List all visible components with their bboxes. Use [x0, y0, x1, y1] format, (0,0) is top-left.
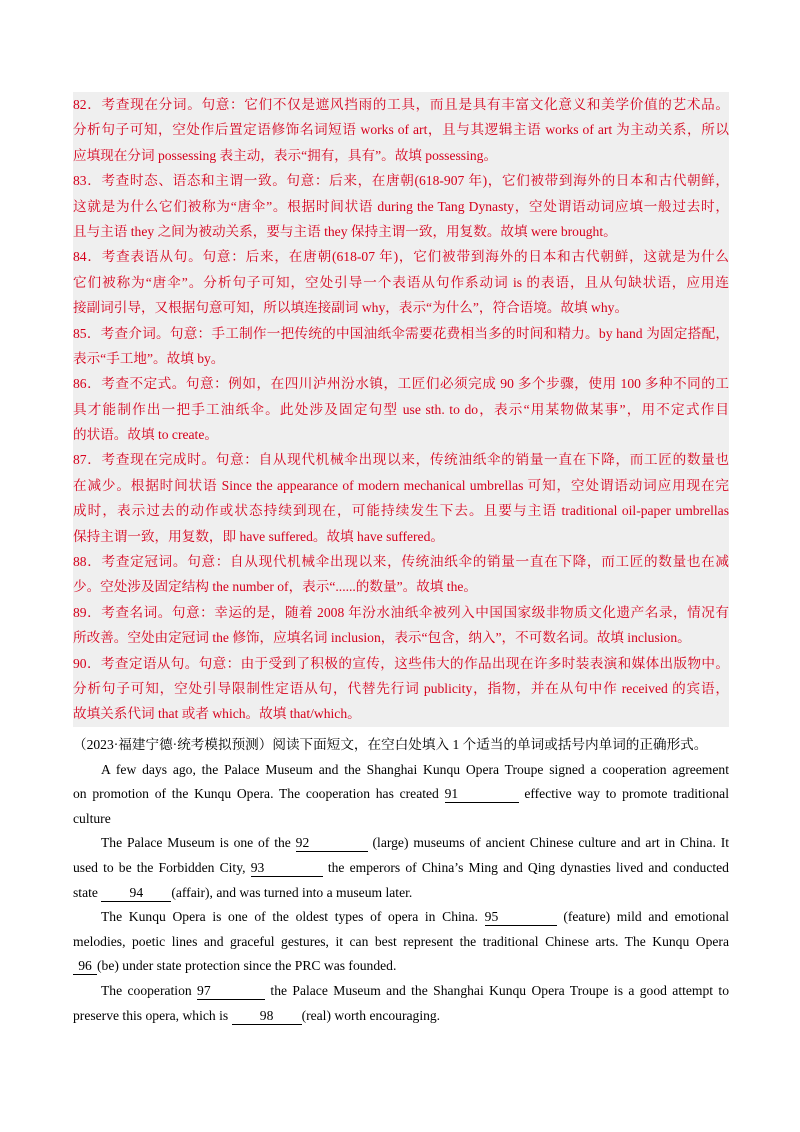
cloze-exercise — [73, 733, 729, 1028]
answer-line: 84．考查表语从句。句意：后来，在唐朝(618-07 年)，它们被带到海外的日本和古代朝鲜，这就是为什么 — [73, 249, 729, 265]
answer-87 — [73, 447, 729, 549]
answer-line: 且与主语 they 之间为被动关系，要与主语 they 保持主谓一致，用复数。故填 were brought。 — [73, 223, 617, 239]
p2-line-1: The Palace Museum is one of the 92 (large) museums of ancient Chinese culture and art in China. It — [101, 835, 729, 851]
p1-line-2: on promotion of the Kunqu Opera. The cooperation has created 91 effective way to promote traditional — [73, 786, 729, 802]
answer-line: 83．考查时态、语态和主谓一致。句意：后来，在唐朝(618-907 年)，它们被带到海外的日本和古代朝鲜， — [73, 173, 729, 189]
answer-line: 成时，表示过去的动作或状态持续到现在，可能持续发生下去。且要与主语 traditional oil-paper umbrellas — [73, 503, 729, 519]
answer-line: 85．考查介词。句意：手工制作一把传统的中国油纸伞需要花费相当多的时间和精力。by hand 为固定搭配， — [73, 325, 729, 341]
blank-91[interactable]: 91 — [445, 785, 519, 803]
exercise-intro: （2023·福建宁德·统考模拟预测）阅读下面短文，在空白处填入 1 个适当的单词或括号内单词的正确形式。 — [73, 737, 708, 752]
blank-98[interactable]: 98 — [232, 1007, 302, 1025]
answer-line: 87．考查现在完成时。句意：自从现代机械伞出现以来，传统油纸伞的销量一直在下降，而工匠的数量也 — [73, 452, 729, 468]
answer-83 — [73, 168, 729, 244]
p3-line-1: The Kunqu Opera is one of the oldest types of opera in China. 95 (feature) mild and emotional — [101, 909, 729, 925]
answer-line: 表示“手工地”。故填 by。 — [73, 350, 225, 366]
answer-line: 的状语。故填 to create。 — [73, 427, 218, 443]
blank-96[interactable]: 96 — [73, 957, 97, 975]
answer-line: 82．考查现在分词。句意：它们不仅是遮风挡雨的工具，而且是具有丰富文化意义和美学价值的艺术品。 — [73, 97, 729, 112]
answer-86 — [73, 371, 729, 447]
answer-82 — [73, 92, 729, 168]
p4-line-2: preserve this opera, which is 98 (real) worth encouraging. — [73, 1007, 441, 1023]
answer-line: 90．考查定语从句。句意：由于受到了积极的宣传，这些伟大的作品出现在许多时装表演和媒体出版物中。 — [73, 655, 729, 671]
p2-line-3: state 94 (affair), and was turned into a museum later. — [73, 884, 413, 900]
answer-line: 分析句子可知，空处作后置定语修饰名词短语 works of art，且与其逻辑主语 works of art 为主动关系，所以 — [73, 122, 729, 138]
answer-90 — [73, 651, 729, 727]
p3-line-2: melodies, poetic lines and graceful gestures, it can best represent the traditional Chinese arts. The Kunqu Opera — [73, 933, 729, 949]
answer-line: 89．考查名词。句意：幸运的是，随着 2008 年汾水油纸伞被列入中国国家级非物质文化遗产名录，情况有 — [73, 604, 729, 620]
p1-line-3: culture — [73, 810, 111, 826]
p2-line-2: used to be the Forbidden City, 93 the emperors of China’s Ming and Qing dynasties lived and conducted — [73, 859, 729, 875]
blank-97[interactable]: 97 — [197, 982, 265, 1000]
p4-line-1: The cooperation 97 the Palace Museum and the Shanghai Kunqu Opera Troupe is a good attempt to — [101, 982, 729, 998]
answer-line: 这就是为什么它们被称为“唐伞”。根据时间状语 during the Tang Dynasty，空处谓语动词应填一般过去时， — [73, 198, 729, 214]
answer-89 — [73, 600, 729, 651]
blank-93[interactable]: 93 — [251, 859, 323, 877]
answer-line: 应填现在分词 possessing 表主动，表示“拥有，具有”。故填 possessing。 — [73, 147, 498, 163]
blank-95[interactable]: 95 — [485, 908, 557, 926]
answer-88 — [73, 549, 729, 600]
answer-line: 它们被称为“唐伞”。分析句子可知，空处引导一个表语从句作系动词 is 的表语，且从句缺状语，应用连 — [73, 274, 729, 290]
answer-line: 86．考查不定式。句意：例如，在四川泸州汾水镇，工匠们必须完成 90 多个步骤，使用 100 多种不同的工 — [73, 376, 729, 392]
answer-85 — [73, 321, 729, 372]
answer-line: 故填关系代词 that 或者 which。故填 that/which。 — [73, 706, 361, 722]
answer-explanations — [73, 92, 729, 727]
answer-line: 保持主谓一致，用复数，即 have suffered。故填 have suffered。 — [73, 528, 444, 544]
answer-line: 所改善。空处由定冠词 the 修饰，应填名词 inclusion，表示“包含，纳入”，不可数名词。故填 inclusion。 — [73, 630, 691, 646]
blank-92[interactable]: 92 — [296, 834, 368, 852]
blank-94[interactable]: 94 — [101, 884, 171, 902]
answer-line: 88．考查定冠词。句意：自从现代机械伞出现以来，传统油纸伞的销量一直在下降，而工匠的数量也在减 — [73, 554, 729, 570]
p3-line-3: 96 (be) under state protection since the PRC was founded. — [73, 954, 729, 979]
answer-line: 分析句子可知，空处引导限制性定语从句，代替先行词 publicity，指物，并在从句中作 received 的宾语， — [73, 680, 729, 696]
answer-line: 具才能制作出一把手工油纸伞。此处涉及固定句型 use sth. to do，表示“用某物做某事”，用不定式作目 — [73, 401, 729, 417]
answer-line: 在减少。根据时间状语 Since the appearance of modern mechanical umbrellas 可知，空处谓语动词应用现在完 — [73, 477, 729, 493]
answer-line: 少。空处涉及固定结构 the number of，表示“......的数量”。故填 the。 — [73, 579, 477, 595]
p1-line-1: A few days ago, the Palace Museum and the Shanghai Kunqu Opera Troupe signed a cooperation agreement — [101, 761, 729, 777]
answer-84 — [73, 244, 729, 320]
answer-line: 接副词引导，又根据句意可知，所以填连接副词 why，表示“为什么”，符合语境。故填 why。 — [73, 300, 629, 316]
